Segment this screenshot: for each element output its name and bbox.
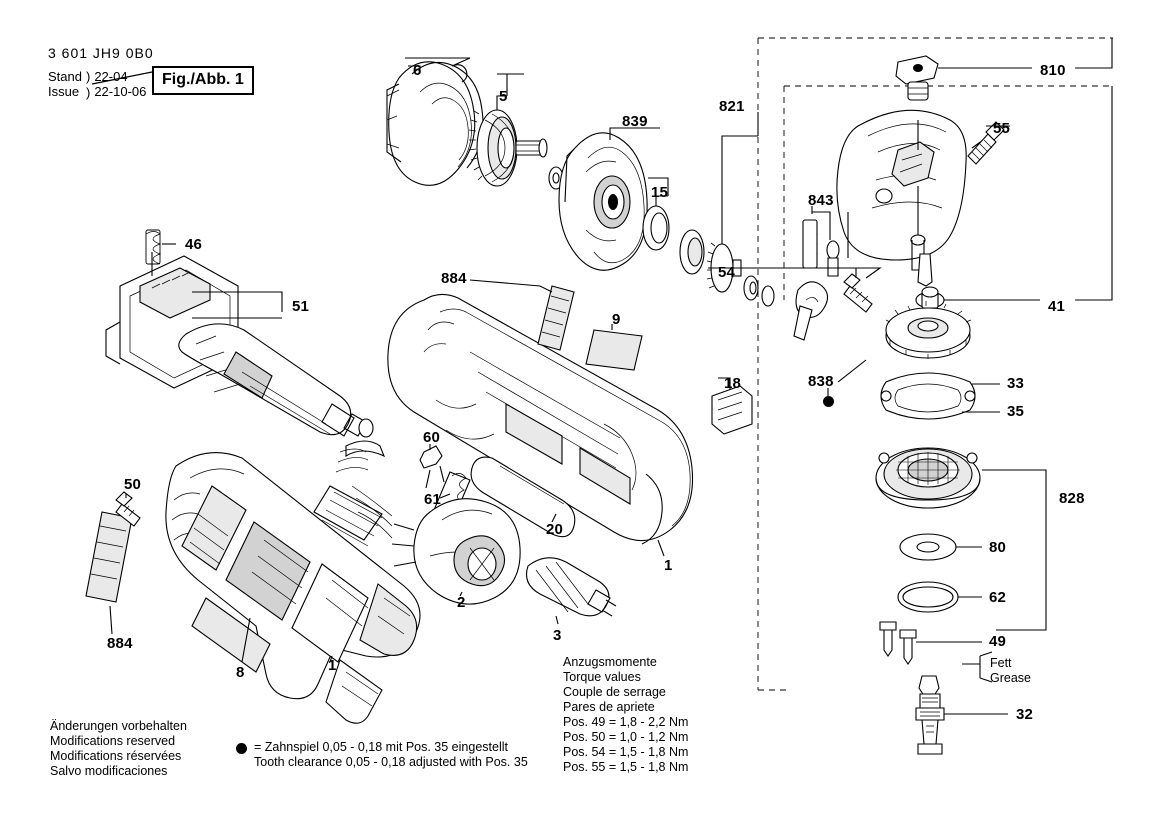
callout-884-bottom: 884 xyxy=(107,635,133,652)
callout-20: 20 xyxy=(546,521,564,538)
callout-51: 51 xyxy=(292,298,310,315)
torque-row-55: Pos. 55 = 1,5 - 1,8 Nm xyxy=(563,760,689,774)
part-18-switch xyxy=(712,386,752,434)
callout-60: 60 xyxy=(423,429,441,446)
part-884-plate-top xyxy=(538,286,574,350)
callout-884-top: 884 xyxy=(441,270,467,287)
callout-54: 54 xyxy=(718,264,736,281)
part-gearhead-housing xyxy=(837,110,966,270)
part-bevel-gear xyxy=(886,301,971,359)
callout-839: 839 xyxy=(622,113,648,130)
grease-note-de: Fett xyxy=(990,656,1012,670)
callout-828: 828 xyxy=(1059,490,1085,507)
torque-title-en: Torque values xyxy=(563,670,641,684)
part-3-armature xyxy=(527,558,617,616)
part-843-springs xyxy=(794,220,839,340)
clearance-note-en: Tooth clearance 0,05 - 0,18 adjusted with Pos. 35 xyxy=(254,755,528,769)
part-60-clip xyxy=(420,446,444,488)
part-6-guard xyxy=(387,62,483,185)
callout-55: 55 xyxy=(993,120,1011,137)
tooth-clearance-marker-dot xyxy=(823,396,834,407)
callout-843: 843 xyxy=(808,192,834,209)
callout-6: 6 xyxy=(413,62,422,79)
callout-2: 2 xyxy=(457,594,466,611)
part-32-spindle xyxy=(916,676,944,754)
callout-9: 9 xyxy=(612,311,621,328)
disclaimer-de: Änderungen vorbehalten xyxy=(50,719,187,733)
part-839-cover xyxy=(559,133,647,270)
part-41-pin xyxy=(916,254,944,308)
callout-810: 810 xyxy=(1040,62,1066,79)
callout-1-tool: 1 xyxy=(328,657,337,674)
part-5-fan xyxy=(469,110,547,186)
part-62-oring xyxy=(898,582,958,612)
callout-18: 18 xyxy=(724,375,742,392)
part-bearing-mid xyxy=(680,230,704,274)
part-9-label xyxy=(586,330,642,370)
torque-row-54: Pos. 54 = 1,5 - 1,8 Nm xyxy=(563,745,689,759)
grease-note-en: Grease xyxy=(990,671,1031,685)
callout-41: 41 xyxy=(1048,298,1066,315)
callout-61: 61 xyxy=(424,491,442,508)
part-49-screws xyxy=(880,622,916,664)
callout-49: 49 xyxy=(989,633,1007,650)
disclaimer-block xyxy=(50,719,187,779)
part-motor-assembly xyxy=(179,324,373,437)
callout-3: 3 xyxy=(553,627,562,644)
disclaimer-en: Modifications reserved xyxy=(50,734,176,748)
issue-label: Issue xyxy=(48,84,80,99)
callout-15: 15 xyxy=(651,184,669,201)
callout-33: 33 xyxy=(1007,375,1025,392)
callout-62: 62 xyxy=(989,589,1007,606)
callout-838: 838 xyxy=(808,373,834,390)
torque-row-49: Pos. 49 = 1,8 - 2,2 Nm xyxy=(563,715,689,729)
part-8-body-assembly xyxy=(166,453,420,724)
callout-5: 5 xyxy=(499,88,508,105)
callout-80: 80 xyxy=(989,539,1007,556)
grease-note xyxy=(990,656,1031,686)
part-33-gasket xyxy=(881,373,975,419)
callout-50: 50 xyxy=(124,476,142,493)
callout-32: 32 xyxy=(1016,706,1034,723)
part-828-bearing-housing xyxy=(876,448,980,508)
disclaimer-es: Salvo modificaciones xyxy=(50,764,168,778)
part-46-spring xyxy=(146,230,160,264)
stand-date: 22-04 xyxy=(94,69,128,84)
torque-title-es: Pares de apriete xyxy=(563,700,655,714)
callout-8: 8 xyxy=(236,664,245,681)
torque-title-fr: Couple de serrage xyxy=(563,685,666,699)
part-15-bearing xyxy=(643,206,669,250)
part-number: 3 601 JH9 0B0 xyxy=(48,45,154,61)
tooth-clearance-note xyxy=(236,740,528,770)
part-884-plate-bottom xyxy=(86,512,132,602)
callout-35: 35 xyxy=(1007,403,1025,420)
bullet-icon xyxy=(236,743,247,754)
disclaimer-fr: Modifications réservées xyxy=(50,749,182,763)
clearance-note-de: = Zahnspiel 0,05 - 0,18 mit Pos. 35 eingestellt xyxy=(254,740,508,754)
callout-1-housing: 1 xyxy=(664,557,673,574)
issue-date: 22-10-06 xyxy=(94,84,147,99)
torque-title-de: Anzugsmomente xyxy=(563,655,657,669)
part-810-plate xyxy=(896,56,938,84)
figure-label: Fig./Abb. 1 xyxy=(152,66,254,95)
part-54-screw xyxy=(844,274,872,312)
torque-row-50: Pos. 50 = 1,0 - 1,2 Nm xyxy=(563,730,689,744)
torque-values-block xyxy=(563,655,688,775)
part-80-washer xyxy=(900,534,956,560)
stand-label: Stand xyxy=(48,69,82,84)
callout-821: 821 xyxy=(719,98,745,115)
date-brace: ) ) xyxy=(85,69,91,100)
part-810-spring xyxy=(908,82,928,100)
callout-46: 46 xyxy=(185,236,203,253)
